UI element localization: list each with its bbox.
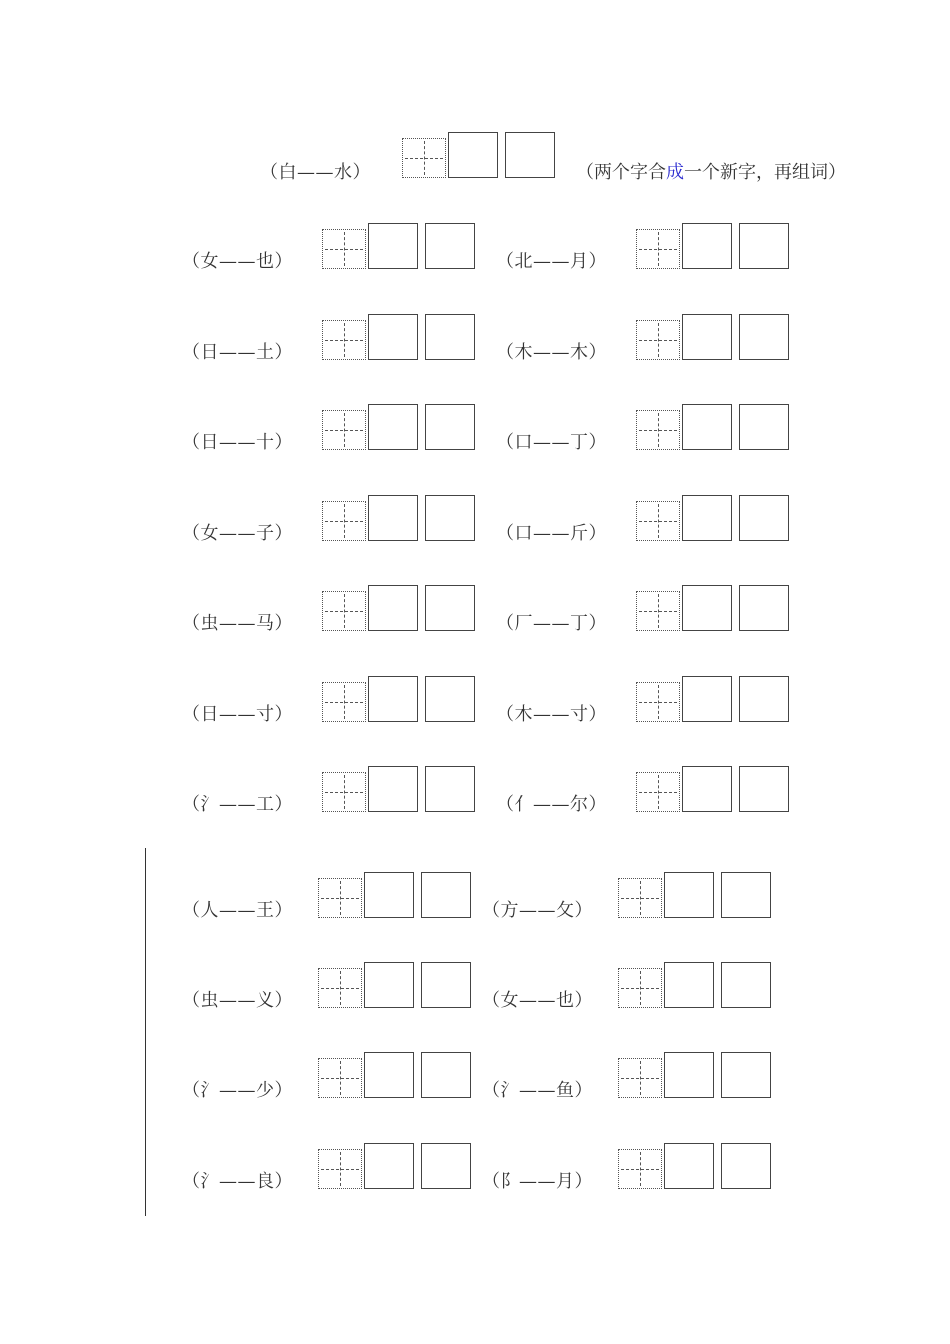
new-char-box[interactable] — [364, 962, 414, 1008]
tian-grid-box — [636, 591, 680, 631]
new-char-box[interactable] — [448, 132, 498, 178]
tian-grid-box — [636, 410, 680, 450]
exercise-right — [482, 962, 782, 1010]
word-box[interactable] — [721, 962, 771, 1008]
component-pair: （北——月） — [496, 251, 607, 272]
new-char-box[interactable] — [368, 676, 418, 722]
new-char-box[interactable] — [368, 404, 418, 450]
component-pair: （氵——鱼） — [482, 1080, 593, 1101]
component-pair: （厂——丁） — [496, 613, 607, 634]
tian-grid-box — [322, 410, 366, 450]
new-char-box[interactable] — [368, 495, 418, 541]
new-char-box[interactable] — [682, 495, 732, 541]
new-char-box[interactable] — [364, 1143, 414, 1189]
new-char-box[interactable] — [682, 223, 732, 269]
component-pair: （方——攵） — [482, 900, 593, 921]
example-row — [260, 132, 570, 183]
component-pair: （日——土） — [182, 342, 293, 363]
exercise-left — [182, 1143, 482, 1191]
word-box[interactable] — [421, 1143, 471, 1189]
word-box[interactable] — [739, 676, 789, 722]
tian-grid-box — [318, 968, 362, 1008]
tian-grid-box — [618, 968, 662, 1008]
tian-grid-box — [322, 229, 366, 269]
component-pair: （女——子） — [182, 523, 293, 544]
exercise-left — [182, 676, 482, 724]
tian-grid-box — [318, 1058, 362, 1098]
new-char-box[interactable] — [664, 1052, 714, 1098]
component-pair: （女——也） — [482, 990, 593, 1011]
word-box[interactable] — [425, 223, 475, 269]
word-box[interactable] — [505, 132, 555, 178]
tian-grid-box — [636, 229, 680, 269]
component-pair: （女——也） — [182, 251, 293, 272]
word-box[interactable] — [721, 1143, 771, 1189]
instruction-text-end: 一个新字，再组词） — [684, 162, 846, 183]
component-pair: （口——斤） — [496, 523, 607, 544]
tian-grid-box — [636, 320, 680, 360]
tian-grid-box — [322, 591, 366, 631]
component-pair: （氵——工） — [182, 794, 293, 815]
tian-grid-box — [318, 1149, 362, 1189]
exercise-left — [182, 223, 482, 271]
new-char-box[interactable] — [368, 766, 418, 812]
new-char-box[interactable] — [364, 872, 414, 918]
exercise-right — [482, 872, 782, 920]
exercise-right — [496, 404, 796, 452]
word-box[interactable] — [421, 962, 471, 1008]
exercise-left — [182, 766, 482, 814]
exercise-left — [182, 962, 482, 1010]
word-box[interactable] — [425, 495, 475, 541]
tian-grid-box — [618, 1058, 662, 1098]
tian-grid-box — [322, 501, 366, 541]
component-pair: （人——王） — [182, 900, 293, 921]
exercise-right — [482, 1052, 782, 1100]
tian-grid-box — [318, 878, 362, 918]
component-pair: （氵——少） — [182, 1080, 293, 1101]
exercise-left — [182, 585, 482, 633]
word-box[interactable] — [425, 404, 475, 450]
new-char-box[interactable] — [682, 676, 732, 722]
exercise-right — [496, 314, 796, 362]
word-box[interactable] — [739, 585, 789, 631]
tian-grid-box — [322, 682, 366, 722]
new-char-box[interactable] — [664, 962, 714, 1008]
word-box[interactable] — [721, 872, 771, 918]
tian-grid-box — [322, 320, 366, 360]
exercise-left — [182, 1052, 482, 1100]
exercise-right — [496, 495, 796, 543]
component-pair: （日——十） — [182, 432, 293, 453]
new-char-box[interactable] — [682, 766, 732, 812]
word-box[interactable] — [721, 1052, 771, 1098]
exercise-left — [182, 314, 482, 362]
exercise-left — [182, 495, 482, 543]
component-pair: （虫——马） — [182, 613, 293, 634]
new-char-box[interactable] — [364, 1052, 414, 1098]
exercise-right — [482, 1143, 782, 1191]
new-char-box[interactable] — [682, 585, 732, 631]
word-box[interactable] — [425, 766, 475, 812]
example-label: （白——水） — [260, 162, 371, 183]
exercise-right — [496, 676, 796, 724]
component-pair: （虫——义） — [182, 990, 293, 1011]
instruction-text: （两个字合 — [576, 162, 666, 183]
tian-grid-box — [636, 682, 680, 722]
word-box[interactable] — [739, 223, 789, 269]
new-char-box[interactable] — [682, 404, 732, 450]
exercise-left — [182, 404, 482, 452]
component-pair: （氵——良） — [182, 1171, 293, 1192]
new-char-box[interactable] — [664, 1143, 714, 1189]
tian-grid-box — [322, 772, 366, 812]
component-pair: （日——寸） — [182, 704, 293, 725]
new-char-box[interactable] — [368, 314, 418, 360]
word-box[interactable] — [421, 1052, 471, 1098]
new-char-box[interactable] — [664, 872, 714, 918]
word-box[interactable] — [739, 404, 789, 450]
component-pair: （木——寸） — [496, 704, 607, 725]
word-box[interactable] — [739, 314, 789, 360]
new-char-box[interactable] — [368, 223, 418, 269]
component-pair: （阝——月） — [482, 1171, 593, 1192]
exercise-right — [496, 223, 796, 271]
exercise-right — [496, 766, 796, 814]
component-pair: （口——丁） — [496, 432, 607, 453]
exercise-left — [182, 872, 482, 920]
word-box[interactable] — [421, 872, 471, 918]
instruction-highlight: 成 — [666, 162, 684, 183]
word-box[interactable] — [425, 676, 475, 722]
new-char-box[interactable] — [368, 585, 418, 631]
exercise-right — [496, 585, 796, 633]
word-box[interactable] — [425, 314, 475, 360]
new-char-box[interactable] — [682, 314, 732, 360]
word-box[interactable] — [425, 585, 475, 631]
tian-grid-box — [618, 878, 662, 918]
tian-grid-box — [636, 501, 680, 541]
component-pair: （亻——尔） — [496, 794, 607, 815]
tian-grid-box — [402, 138, 446, 178]
tian-grid-box — [618, 1149, 662, 1189]
word-box[interactable] — [739, 495, 789, 541]
tian-grid-box — [636, 772, 680, 812]
component-pair: （木——木） — [496, 342, 607, 363]
margin-rule — [145, 848, 146, 1216]
instruction — [576, 162, 846, 184]
word-box[interactable] — [739, 766, 789, 812]
